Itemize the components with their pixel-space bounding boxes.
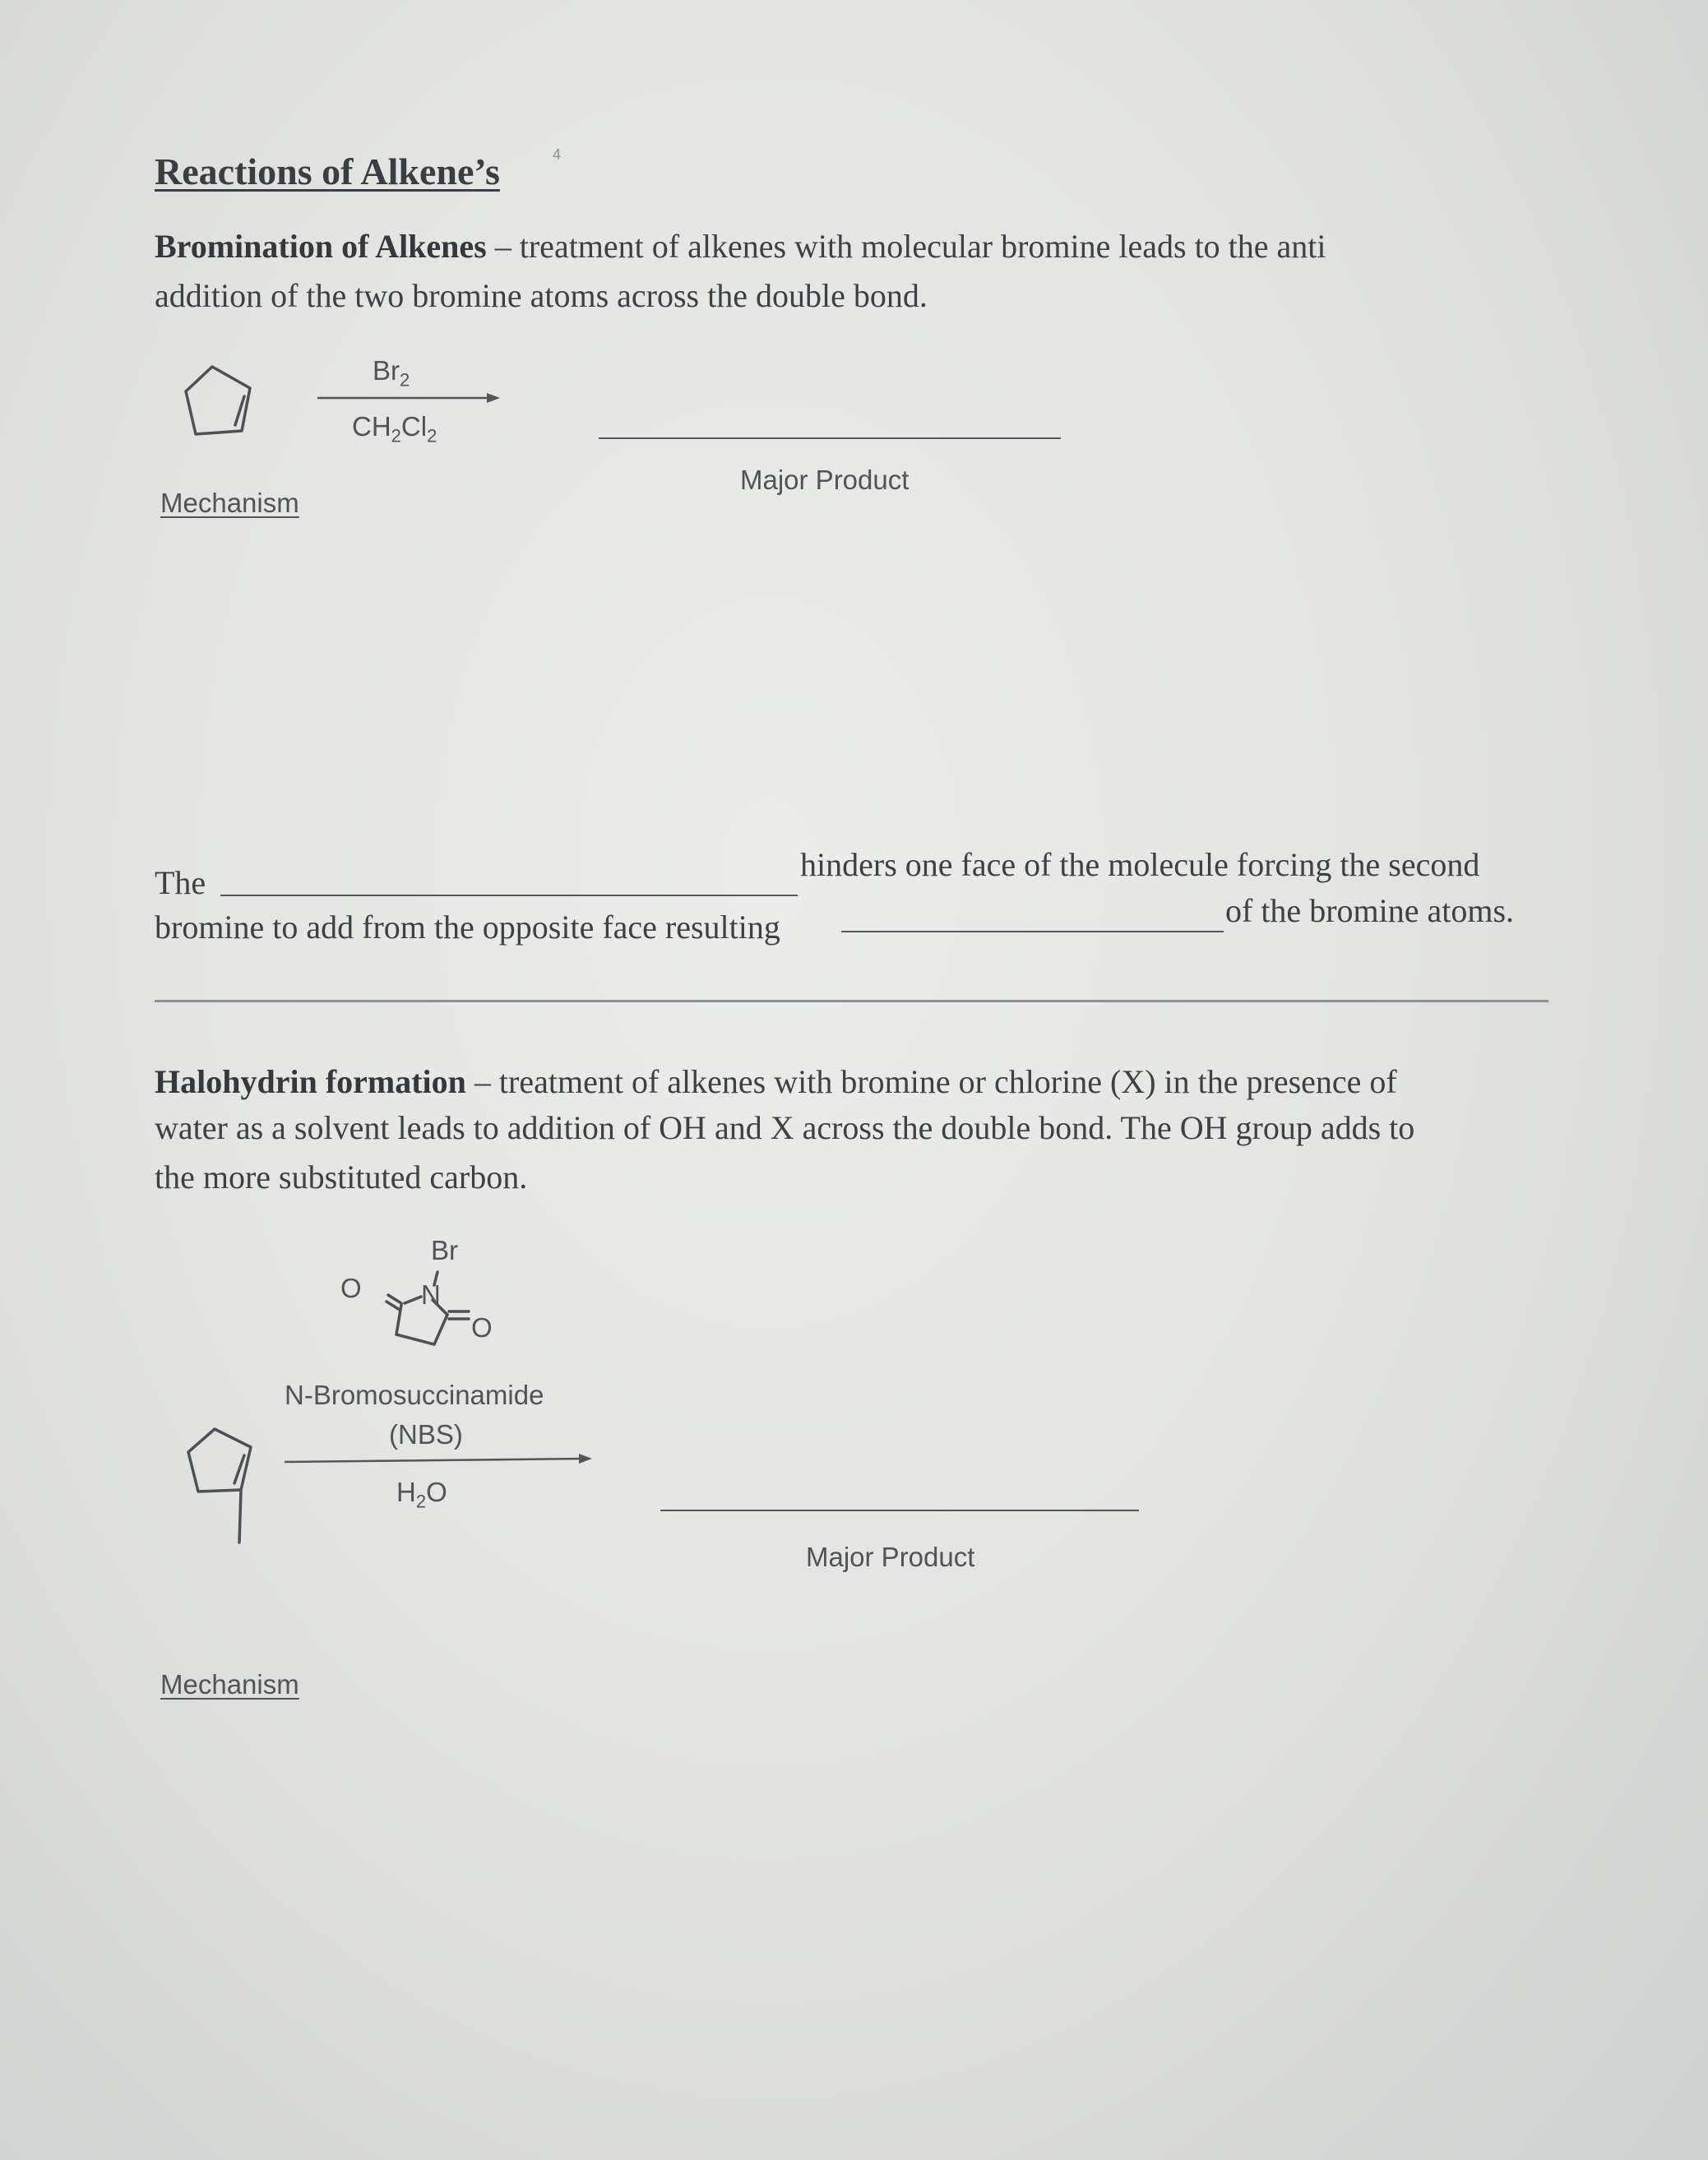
halohydrin-description-line1: [155, 1057, 1397, 1107]
solvent-water: $H_2O$: [396, 1477, 447, 1512]
halohydrin-heading: Halohydrin formation: [155, 1063, 466, 1100]
bromination-desc-rest: – treatment of alkenes with molecular bromine leads to the anti: [486, 228, 1326, 265]
cyclopentene-structure: [173, 360, 263, 442]
page-mark: 4: [553, 146, 562, 163]
major-product-label-2: Major Product: [806, 1542, 975, 1572]
nbs-oxygen-right: O: [471, 1312, 493, 1343]
fill-in-blank-1: [220, 895, 798, 896]
reagent-name-nbs: N-Bromosuccinamide: [285, 1380, 544, 1410]
major-product-blank-2: [660, 1510, 1139, 1511]
reagent-bromine: $Br_2$: [373, 355, 410, 391]
fill-in-blank-2: [841, 931, 1224, 932]
reaction-arrow-1: [312, 390, 510, 406]
major-product-label-1: Major Product: [740, 465, 910, 495]
major-product-blank-1: [599, 437, 1061, 439]
reaction-arrow-2: [280, 1452, 600, 1469]
nbs-nitrogen-atom: N: [421, 1279, 441, 1310]
page-title: Reactions of Alkene’s: [155, 150, 500, 192]
halohydrin-description-line2: water as a solvent leads to addition of OH and X across the double bond. The OH group adds to: [155, 1109, 1415, 1146]
halohydrin-desc-rest: – treatment of alkenes with bromine or chlorine (X) in the presence of: [465, 1063, 1397, 1100]
solvent-dichloromethane: $CH_2Cl_2$: [352, 411, 437, 446]
fill-in-of-bromine: of the bromine atoms.: [1225, 892, 1515, 929]
methylcyclopentene-structure: [169, 1414, 267, 1554]
fill-in-the: The: [155, 864, 206, 901]
nbs-oxygen-left: O: [340, 1273, 362, 1303]
reagent-abbrev-nbs: (NBS): [389, 1419, 463, 1450]
fill-in-bromine-to-add: bromine to add from the opposite face resulting: [155, 909, 780, 946]
bromination-description-line1: [155, 222, 1326, 271]
nbs-bromine-atom: Br: [431, 1235, 458, 1265]
mechanism-label-1: Mechanism: [160, 488, 299, 518]
halohydrin-description-line3: the more substituted carbon.: [155, 1159, 528, 1196]
mechanism-label-2: Mechanism: [160, 1669, 299, 1700]
fill-in-hinders: hinders one face of the molecule forcing the second: [800, 846, 1480, 883]
section-divider: [155, 1000, 1548, 1002]
bromination-description-line2: addition of the two bromine atoms across the double bond.: [155, 277, 928, 314]
bromination-heading: Bromination of Alkenes: [155, 228, 487, 265]
